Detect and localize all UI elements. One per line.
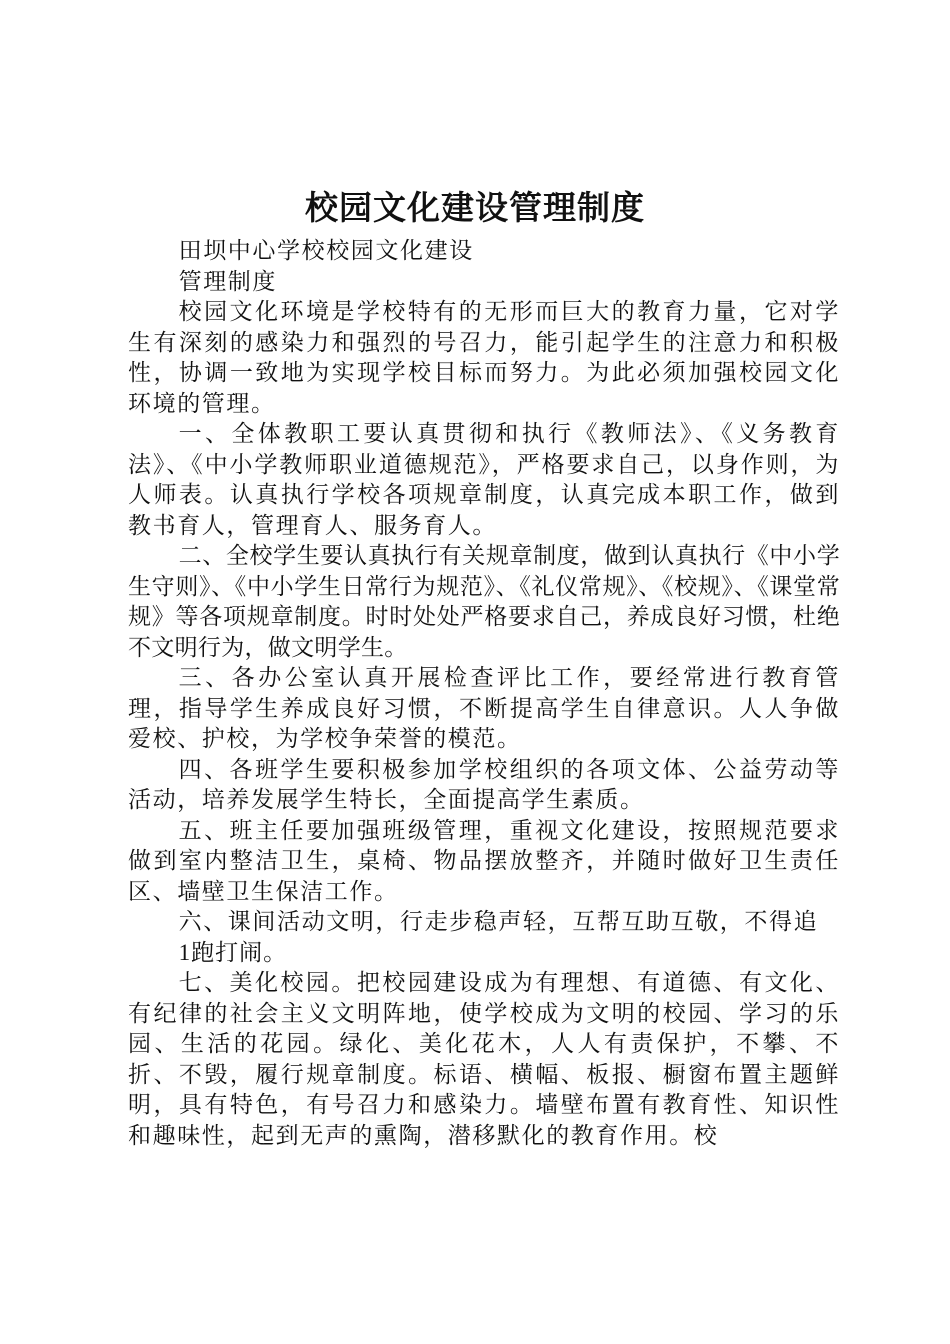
rule-1-paragraph: 一、全体教职工要认真贯彻和执行《教师法》、《义务教育法》、《中小学教师职业道德规范》，严格要求自己，以身作则，为人师表。认真执行学校各项规章制度，认真完成本职工作，做到教书育人，管理育人、服务育人。 <box>128 421 840 539</box>
subtitle-line-2: 管理制度 <box>178 268 277 295</box>
rule-6-paragraph: 六、课间活动文明，行走步稳声轻，互帮互助互敬，不得追 <box>178 909 819 935</box>
document-body <box>128 236 840 1151</box>
rule-6-continuation: 1跑打闹。 <box>178 939 288 965</box>
subtitle-line-1: 田坝中心学校校园文化建设 <box>178 238 474 264</box>
rule-5-paragraph: 五、班主任要加强班级管理，重视文化建设，按照规范要求做到室内整洁卫生，桌椅、物品摆放整齐，并随时做好卫生责任区、墙壁卫生保洁工作。 <box>128 817 840 905</box>
rule-4-paragraph: 四、各班学生要积极参加学校组织的各项文体、公益劳动等活动，培养发展学生特长，全面提高学生素质。 <box>128 756 840 813</box>
rule-3-paragraph: 三、各办公室认真开展检查评比工作，要经常进行教育管理，指导学生养成良好习惯，不断提高学生自律意识。人人争做爱校、护校，为学校争荣誉的模范。 <box>128 665 840 752</box>
intro-paragraph: 校园文化环境是学校特有的无形而巨大的教育力量，它对学生有深刻的感染力和强烈的号召力，能引起学生的注意力和积极性，协调一致地为实现学校目标而努力。为此必须加强校园文化环境的管理。 <box>128 299 840 417</box>
rule-7-paragraph: 七、美化校园。把校园建设成为有理想、有道德、有文化、有纪律的社会主义文明阵地，使学校成为文明的校园、学习的乐园、生活的花园。绿化、美化花木，人人有责保护，不攀、不折、不毁，履行规章制度。标语、横幅、板报、橱窗布置主题鲜明，具有特色，有号召力和感染力。墙壁布置有教育性、知识性和趣味性，起到无声的熏陶，潜移默化的教育作用。校 <box>128 970 840 1149</box>
rule-2-paragraph: 二、全校学生要认真执行有关规章制度，做到认真执行《中小学生守则》、《中小学生日常行为规范》、《礼仪常规》、《校规》、《课堂常规》等各项规章制度。时时处处严格要求自己，养成良好习惯，杜绝不文明行为，做文明学生。 <box>128 543 840 661</box>
document-title: 校园文化建设管理制度 <box>305 188 645 227</box>
